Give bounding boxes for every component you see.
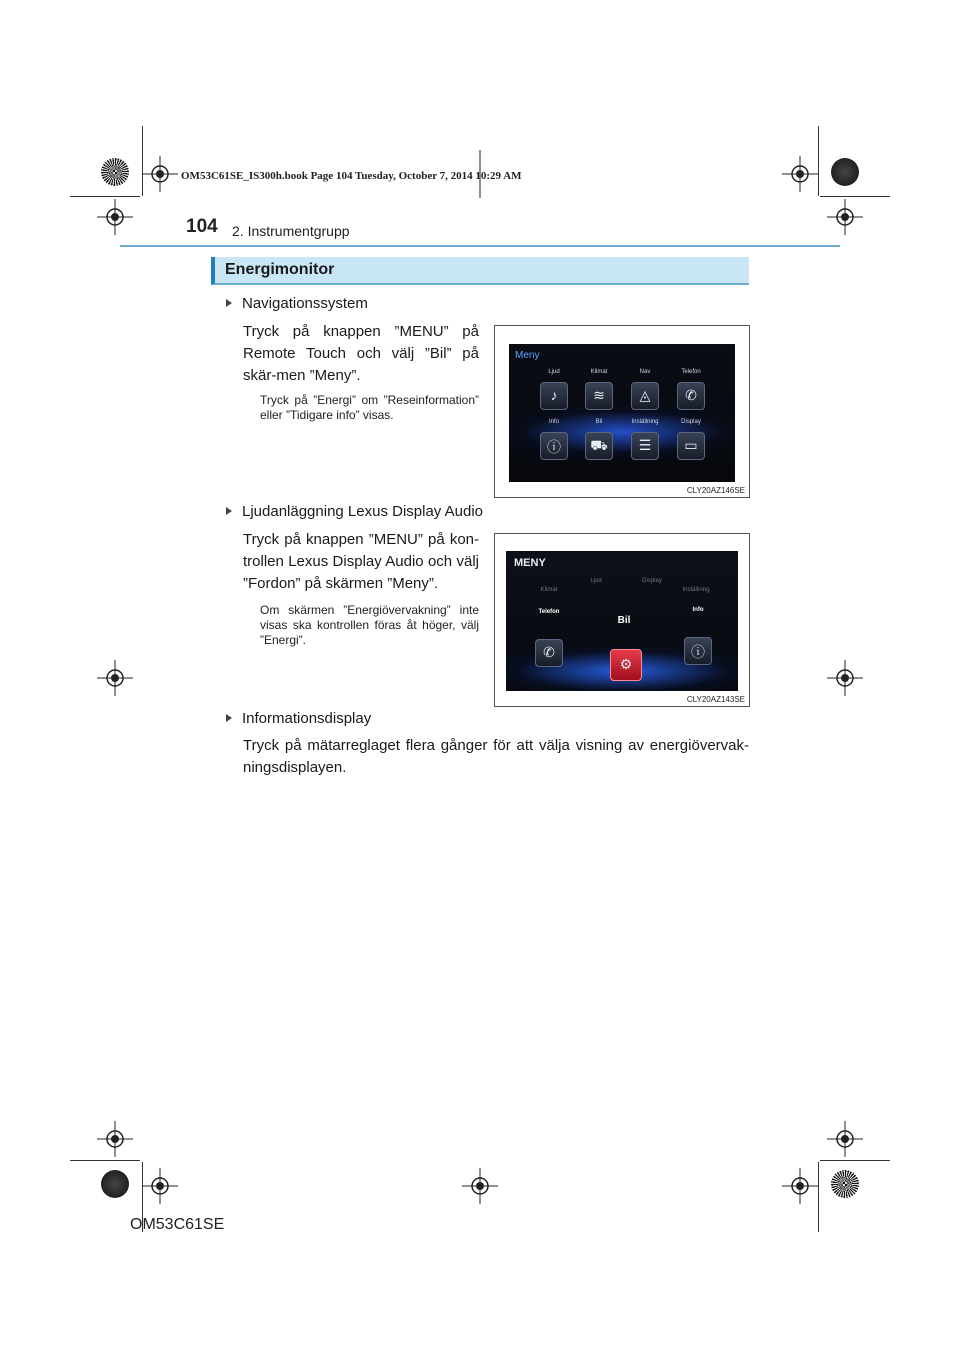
- crosshair-mark: [97, 660, 133, 696]
- note-text: Om skärmen ”Energiövervakning” inte visas ska kontrollen föras åt höger, välj ”Energi”.: [260, 603, 479, 647]
- crop-line: [820, 1160, 890, 1161]
- info-icon: ⓘ: [684, 637, 712, 665]
- menu-label: Telefon: [538, 609, 560, 615]
- instruction-text: Tryck på mätarreglaget flera gånger för att välja visning av energiövervak-ningsdisplayen.: [243, 737, 749, 776]
- section-title: Energimonitor: [225, 261, 335, 278]
- settings-list-icon: ☰: [631, 432, 659, 460]
- crosshair-mark: [827, 1121, 863, 1157]
- sunburst-mark-top-right: [831, 158, 859, 186]
- crop-line: [70, 1160, 140, 1161]
- crosshair-mark: [462, 1168, 498, 1204]
- menu-label: Inställning: [682, 587, 710, 593]
- navigation-menu-screen: [509, 344, 735, 482]
- phone-icon: ✆: [535, 639, 563, 667]
- menu-label: Bil: [617, 615, 631, 626]
- menu-label: Klimat: [590, 369, 608, 375]
- note-text: Tryck på ”Energi” om ”Reseinformation” eller ”Tidigare info” visas.: [260, 393, 479, 422]
- triangle-bullet-icon: [226, 714, 232, 722]
- menu-label: Telefon: [681, 369, 701, 375]
- crosshair-mark: [827, 199, 863, 235]
- navigation-compass-icon: ◬: [631, 382, 659, 410]
- menu-label: Klimat: [540, 587, 558, 593]
- menu-label: Info: [692, 607, 704, 613]
- figure-code: CLY20AZ146SE: [686, 486, 745, 495]
- crop-line: [820, 196, 890, 197]
- sunburst-mark-bottom-right: [831, 1170, 859, 1198]
- menu-label: Ljud: [548, 369, 560, 375]
- crosshair-mark: [97, 199, 133, 235]
- item-bullet-information-display: [226, 710, 371, 727]
- crosshair-mark: [142, 1168, 178, 1204]
- car-settings-icon: ⚙: [610, 649, 642, 681]
- crop-line: [70, 196, 140, 197]
- instruction-text: Tryck på knappen ”MENU” på Remote Touch och välj ”Bil” på skär-men ”Meny”.: [243, 323, 479, 384]
- info-icon: ⓘ: [540, 432, 568, 460]
- running-head: 2. Instrumentgrupp: [232, 223, 350, 239]
- menu-title: MENY: [514, 557, 546, 569]
- crosshair-mark: [97, 1121, 133, 1157]
- bullet-label: Navigationssystem: [242, 295, 368, 312]
- item-bullet-navigation: [226, 295, 368, 312]
- figure-navigation-menu: [494, 325, 750, 498]
- crosshair-mark: [142, 156, 178, 192]
- phone-icon: ✆: [677, 382, 705, 410]
- menu-label: Display: [681, 419, 701, 425]
- header-rule: [120, 245, 840, 247]
- print-file-info: OM53C61SE_IS300h.book Page 104 Tuesday, October 7, 2014 10:29 AM: [181, 170, 522, 182]
- manual-code: OM53C61SE: [130, 1216, 225, 1233]
- crop-line: [818, 126, 819, 196]
- figure-code: CLY20AZ143SE: [686, 695, 745, 704]
- menu-label: Display: [642, 578, 662, 584]
- lexus-display-menu-screen: [506, 551, 738, 691]
- crop-line: [818, 1162, 819, 1232]
- sunburst-mark-bottom-left: [101, 1170, 129, 1198]
- triangle-bullet-icon: [226, 507, 232, 515]
- section-heading-bar: [211, 257, 749, 285]
- bullet-label: Ljudanläggning Lexus Display Audio: [242, 503, 484, 520]
- crosshair-mark: [782, 156, 818, 192]
- menu-label: Inställning: [631, 419, 659, 425]
- climate-fan-icon: ≋: [585, 382, 613, 410]
- music-note-icon: ♪: [540, 382, 568, 410]
- page-number: 104: [186, 216, 218, 237]
- menu-label: Bil: [595, 419, 603, 425]
- triangle-bullet-icon: [226, 299, 232, 307]
- instruction-text: Tryck på knappen ”MENU” på kon-trollen Lexus Display Audio och välj ”Fordon” på skärmen ”Meny”.: [243, 531, 479, 592]
- figure-lexus-display-menu: [494, 533, 750, 707]
- item-bullet-lexus-display-audio: [226, 503, 483, 520]
- car-icon: ⛟: [585, 432, 613, 460]
- menu-label: Info: [548, 419, 559, 425]
- menu-title: Meny: [515, 350, 540, 361]
- menu-label: Ljud: [590, 578, 602, 584]
- display-monitor-icon: ▭: [677, 432, 705, 460]
- menu-label: Nav: [639, 369, 651, 375]
- bullet-label: Informationsdisplay: [242, 710, 372, 727]
- crosshair-mark: [827, 660, 863, 696]
- crosshair-mark: [782, 1168, 818, 1204]
- sunburst-mark-top-left: [101, 158, 129, 186]
